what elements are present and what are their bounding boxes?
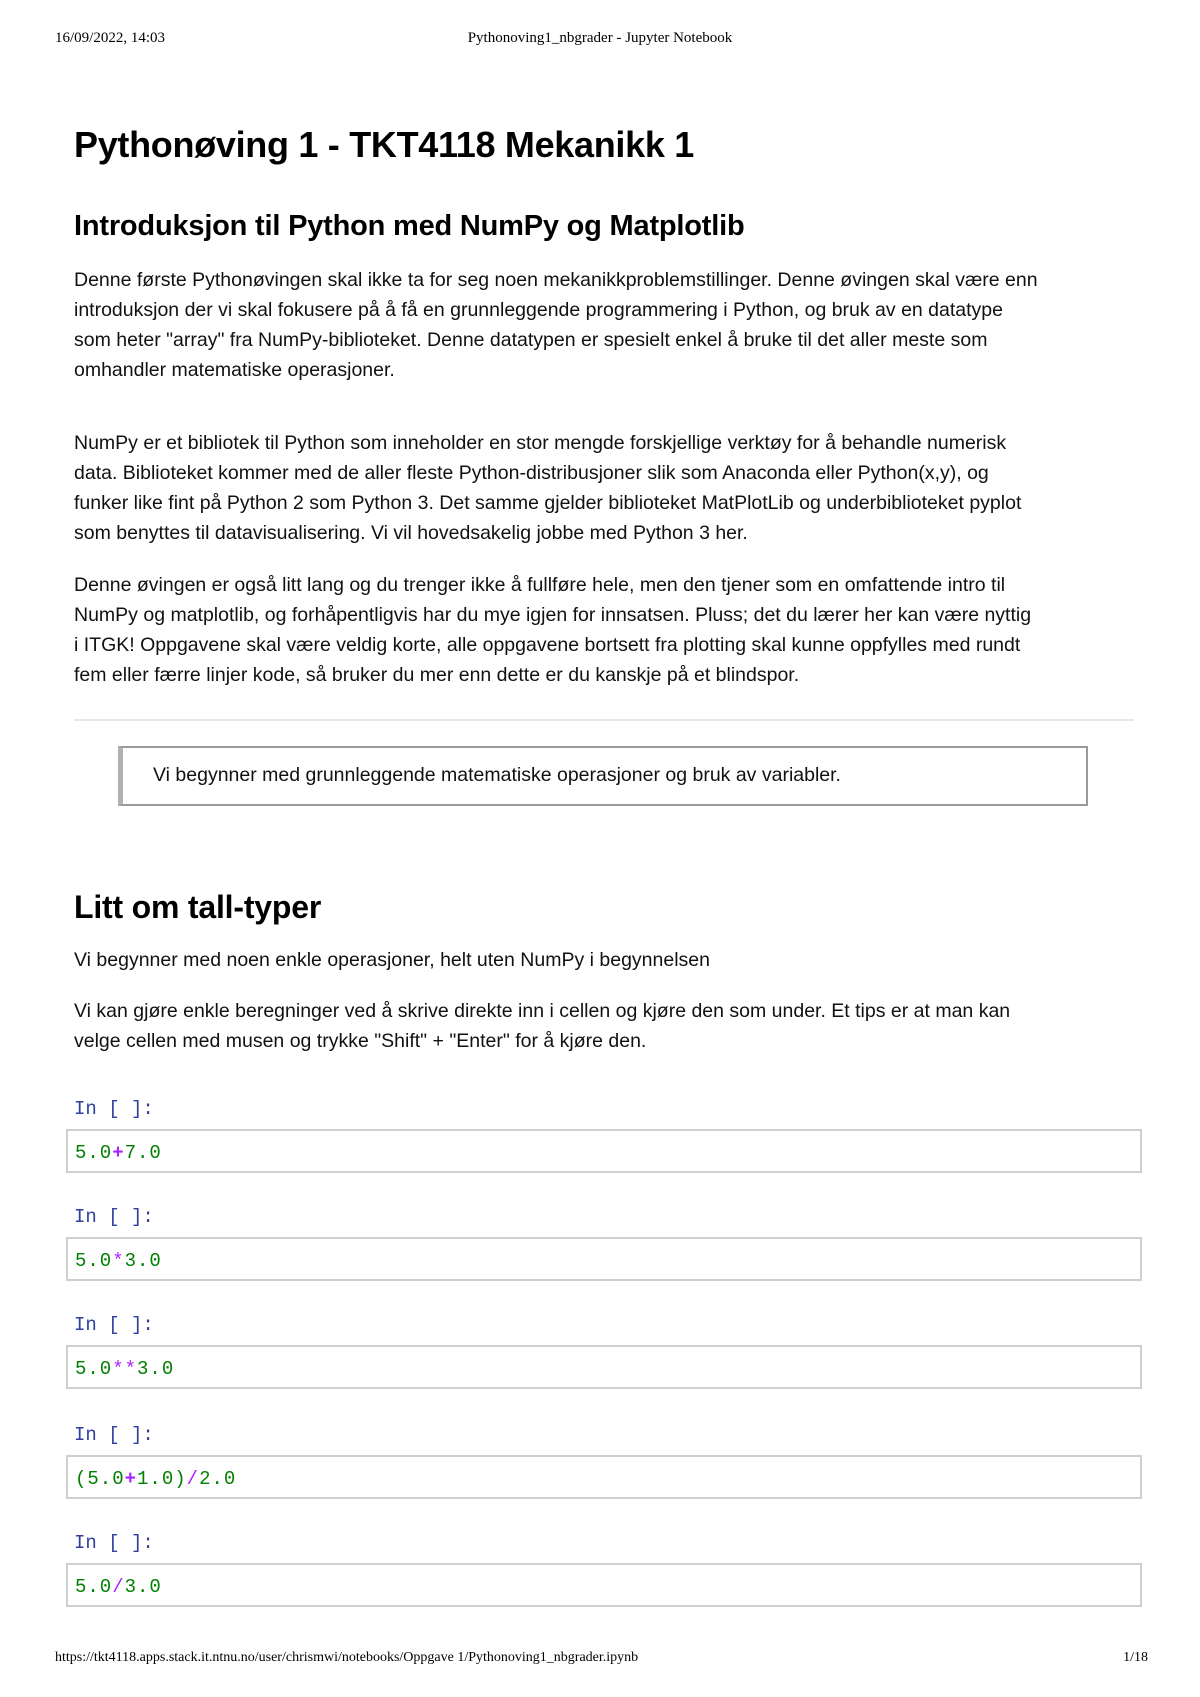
text-line: i ITGK! Oppgavene skal være veldig korte, alle oppgavene bortsett fra plotting skal kunne oppfylles med rundt [74,634,1021,656]
intro-paragraph-3 [74,570,1134,690]
text-line: Vi begynner med noen enkle operasjoner, helt uten NumPy i begynnelsen [74,949,710,971]
code-input[interactable] [75,1468,236,1490]
note-box [118,746,1088,806]
cell-prompt: In [ ]: [74,1098,154,1120]
text-line: NumPy er et bibliotek til Python som inneholder en stor mengde forskjellige verktøy for å behandle numerisk [74,432,1007,454]
code-token: + [112,1142,125,1164]
section-title: Litt om tall-typer [74,889,322,925]
section-paragraph-1 [74,945,1134,975]
text-line: som heter "array" fra NumPy-biblioteket. Denne datatypen er spesielt enkel å bruke til det aller meste som [74,329,988,351]
notebook-subtitle: Introduksjon til Python med NumPy og Matplotlib [74,210,745,242]
cell-prompt: In [ ]: [74,1206,154,1228]
code-token: 1.0 [137,1468,175,1490]
code-cell[interactable] [66,1563,1142,1607]
code-token: 5.0 [87,1468,125,1490]
code-token: / [112,1576,125,1598]
code-cell[interactable] [66,1455,1142,1499]
code-cell[interactable] [66,1345,1142,1389]
print-footer [0,1650,1200,1672]
text-line: funker like fint på Python 2 som Python 3. Det samme gjelder biblioteket MatPlotLib og underbiblioteket pyplot [74,492,1022,514]
code-token: ) [174,1468,187,1490]
text-line: Denne øvingen er også litt lang og du trenger ikke å fullføre hele, men den tjener som en omfattende intro til [74,574,1006,596]
text-line: velge cellen med musen og trykke "Shift" + "Enter" for å kjøre den. [74,1030,647,1052]
code-token: 5.0 [75,1358,113,1380]
code-input[interactable] [75,1250,162,1272]
cell-prompt: In [ ]: [74,1314,154,1336]
code-token: 5.0 [75,1142,113,1164]
text-line: data. Biblioteket kommer med de aller fleste Python-distribusjoner slik som Anaconda eller Python(x,y), og [74,462,989,484]
code-token: 3.0 [137,1358,175,1380]
code-token: 5.0 [75,1250,113,1272]
code-input[interactable] [75,1576,162,1598]
code-token: ** [112,1358,138,1380]
code-token: 2.0 [199,1468,237,1490]
code-token: 3.0 [124,1576,162,1598]
code-cell[interactable] [66,1129,1142,1173]
code-token: 7.0 [124,1142,162,1164]
print-title: Pythonoving1_nbgrader - Jupyter Notebook [467,30,733,46]
cell-prompt: In [ ]: [74,1532,154,1554]
code-token: + [124,1468,138,1490]
text-line: NumPy og matplotlib, og forhåpentligvis har du mye igjen for innsatsen. Pluss; det du lærer her kan være nyttig [74,604,1032,626]
text-line: Vi kan gjøre enkle beregninger ved å skrive direkte inn i cellen og kjøre den som under. Et tips er at man kan [74,1000,1011,1022]
print-header [0,30,1200,54]
code-token: ( [75,1468,88,1490]
section-paragraph-2 [74,996,1134,1056]
code-token: 5.0 [75,1576,113,1598]
intro-paragraph-1 [74,265,1134,385]
page-number: 1/18 [1123,1650,1148,1665]
text-line: introduksjon der vi skal fokusere på å få en grunnleggende programmering i Python, og bruk av en datatype [74,299,1003,321]
text-line: omhandler matematiske operasjoner. [74,359,395,381]
text-line: Denne første Pythonøvingen skal ikke ta for seg noen mekanikkproblemstillinger. Denne øvingen skal være enn [74,269,1038,291]
note-text: Vi begynner med grunnleggende matematiske operasjoner og bruk av variabler. [153,764,841,786]
print-url: https://tkt4118.apps.stack.it.ntnu.no/user/chrismwi/notebooks/Oppgave 1/Pythonoving1_nbgrader.ipynb [55,1650,639,1665]
code-input[interactable] [75,1358,174,1380]
code-token: 3.0 [124,1250,162,1272]
intro-paragraph-2 [74,428,1134,548]
code-cell[interactable] [66,1237,1142,1281]
code-input[interactable] [75,1142,162,1164]
code-token: / [186,1468,200,1490]
print-date: 16/09/2022, 14:03 [55,30,166,46]
divider [74,719,1134,721]
code-token: * [112,1250,125,1272]
text-line: som benyttes til datavisualisering. Vi vil hovedsakelig jobbe med Python 3 her. [74,522,748,544]
cell-prompt: In [ ]: [74,1424,154,1446]
text-line: fem eller færre linjer kode, så bruker du mer enn dette er du kanskje på et blindspor. [74,664,800,686]
notebook-title: Pythonøving 1 - TKT4118 Mekanikk 1 [74,124,694,165]
